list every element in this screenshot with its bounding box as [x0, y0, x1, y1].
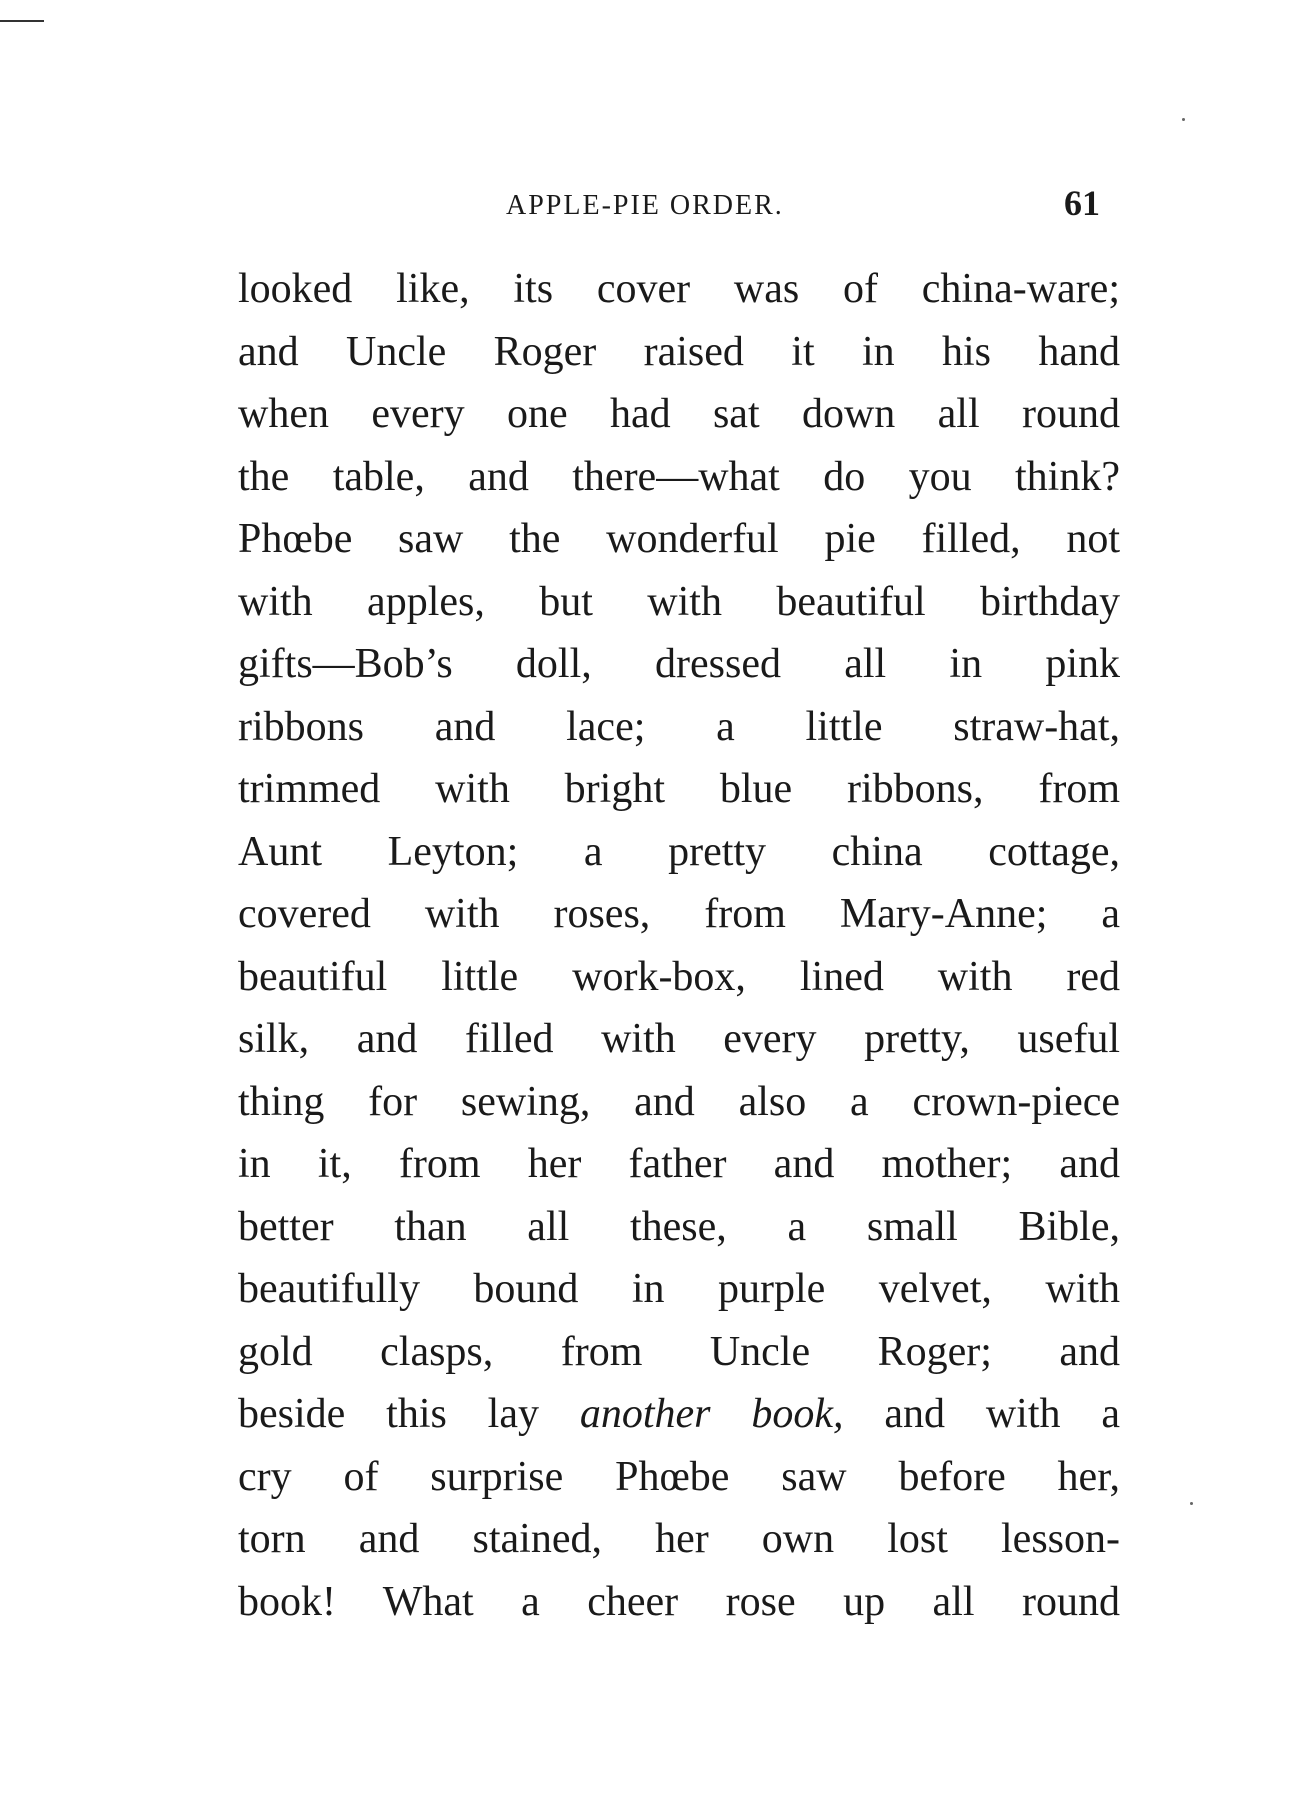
text-line: torn and stained, her own lost lesson- — [238, 1516, 1120, 1562]
italic-phrase: another book, — [579, 1391, 844, 1437]
text-line: cry of surprise Phœbe saw before her, — [238, 1453, 1120, 1500]
text-line: better than all these, a small Bible, — [238, 1203, 1120, 1250]
text-line: gifts—Bob’s doll, dressed all in pink — [238, 641, 1120, 687]
text-line: beautifully bound in purple velvet, with — [238, 1266, 1120, 1312]
text-line: beautiful little work-box, lined with red — [238, 953, 1120, 1000]
margin-rule-mark — [0, 20, 44, 22]
text-line: with apples, but with beautiful birthday — [238, 578, 1120, 625]
page-number: 61 — [1064, 183, 1100, 223]
running-title: APPLE-PIE ORDER. — [506, 190, 784, 221]
text-line: book! What a cheer rose up all round — [238, 1578, 1120, 1625]
text-line: ribbons and lace; a little straw-hat, — [238, 703, 1120, 750]
text-line: Aunt Leyton; a pretty china cottage, — [238, 828, 1120, 875]
text-line: gold clasps, from Uncle Roger; and — [238, 1328, 1120, 1375]
text-line: covered with roses, from Mary-Anne; a — [238, 891, 1120, 937]
page-header — [240, 182, 1120, 232]
text-line: thing for sewing, and also a crown-piece — [238, 1078, 1120, 1125]
line-segment: and with a — [843, 1391, 1120, 1437]
text-line: looked like, its cover was of china-ware; — [238, 266, 1120, 312]
text-line: when every one had sat down all round — [238, 391, 1120, 437]
text-line: Phœbe saw the wonderful pie filled, not — [238, 516, 1120, 562]
paper-speck — [1190, 1502, 1193, 1505]
paper-speck — [1182, 118, 1185, 121]
text-line: in it, from her father and mother; and — [238, 1141, 1120, 1187]
text-line: silk, and filled with every pretty, useful — [238, 1016, 1120, 1062]
body-text — [238, 258, 1120, 1633]
line-segment: beside this lay — [238, 1391, 580, 1437]
text-line-with-italic — [238, 1383, 1120, 1446]
text-line: trimmed with bright blue ribbons, from — [238, 766, 1120, 812]
text-line: the table, and there—what do you think? — [238, 453, 1120, 500]
text-line: and Uncle Roger raised it in his hand — [238, 328, 1120, 375]
